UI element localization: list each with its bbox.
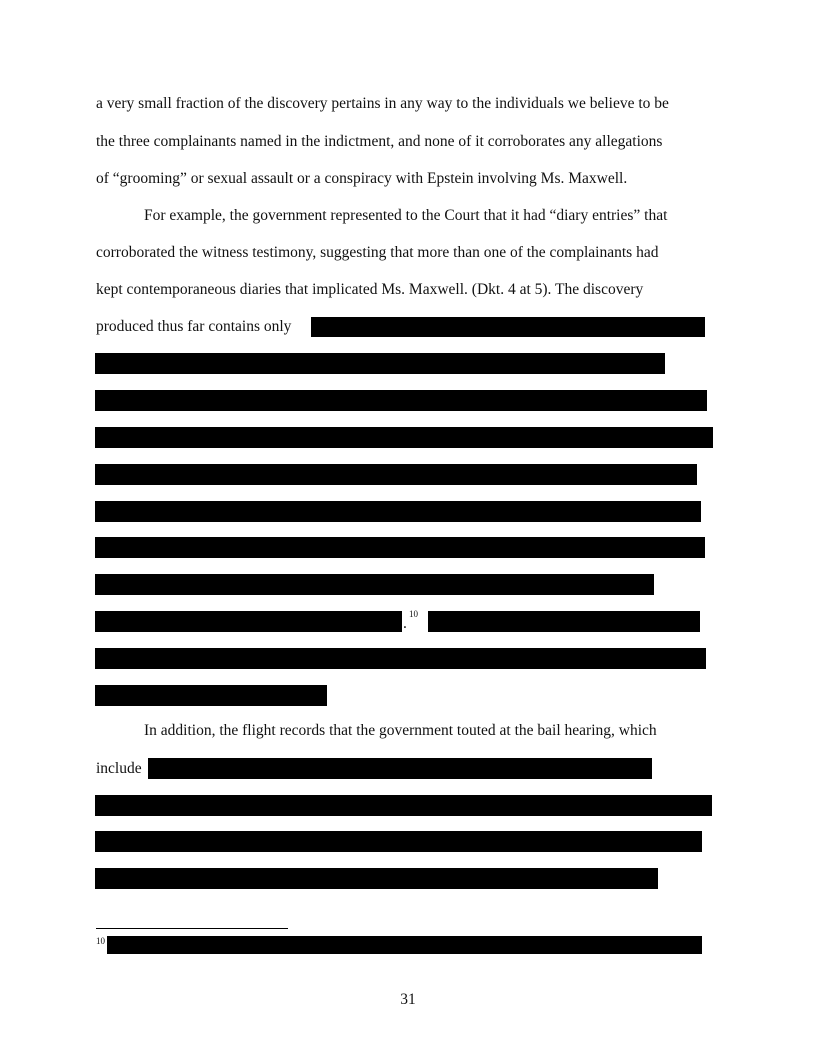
redaction-bar [95, 685, 327, 706]
redaction-bar [95, 831, 702, 852]
body-text-line: a very small fraction of the discovery pertains in any way to the individuals we believe to be [96, 95, 669, 112]
sentence-period: . [403, 615, 407, 632]
redaction-bar [428, 611, 700, 632]
body-text-line: kept contemporaneous diaries that implicated Ms. Maxwell. (Dkt. 4 at 5). The discovery [96, 281, 644, 298]
body-text-line: include [96, 760, 142, 777]
redaction-bar [95, 353, 665, 374]
footnote-redaction-bar [107, 936, 702, 954]
footnote-number: 10 [96, 936, 105, 946]
body-text-line: of “grooming” or sexual assault or a conspiracy with Epstein involving Ms. Maxwell. [96, 170, 628, 187]
footnote-separator [96, 928, 288, 929]
redaction-bar [311, 317, 705, 337]
redaction-bar [148, 758, 652, 779]
redaction-bar [95, 574, 654, 595]
redaction-bar [95, 795, 712, 816]
body-text-line: For example, the government represented to the Court that it had “diary entries” that [144, 207, 668, 224]
redaction-bar [95, 537, 705, 558]
redaction-bar [95, 390, 707, 411]
page-number: 31 [400, 991, 416, 1008]
redaction-bar [95, 464, 697, 485]
redaction-bar [95, 427, 713, 448]
redaction-bar [95, 868, 658, 889]
redaction-bar [95, 648, 706, 669]
body-text-line: the three complainants named in the indictment, and none of it corroborates any allegations [96, 133, 663, 150]
body-text-line: produced thus far contains only [96, 318, 292, 335]
footnote-reference: 10 [409, 609, 418, 619]
redaction-bar [95, 501, 701, 522]
body-text-line: corroborated the witness testimony, suggesting that more than one of the complainants had [96, 244, 659, 261]
body-text-line: In addition, the flight records that the government touted at the bail hearing, which [144, 722, 657, 739]
redaction-bar [95, 611, 402, 632]
